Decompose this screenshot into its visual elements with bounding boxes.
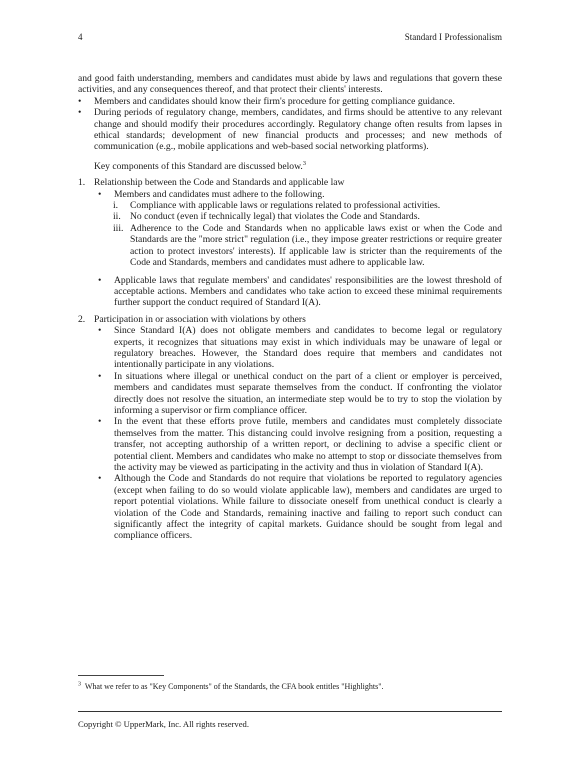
roman-item: [94, 200, 502, 211]
roman-item: [94, 223, 502, 269]
page-number: 4: [78, 32, 83, 42]
roman-item: [94, 211, 502, 222]
roman-item-text: Adherence to the Code and Standards when no applicable laws exist or when the Code and Standards are the "more strict" regulation (i.e., they impose greater restrictions or require greater action to protect investors' interests). If applicable law is stricter than the requirements of the Code and Standards, members and candidates must adhere to applicable law.: [130, 222, 502, 269]
copyright-footer: Copyright © UpperMark, Inc. All rights reserved.: [78, 719, 249, 729]
page-header: [78, 32, 502, 46]
roman-item-text: No conduct (even if technically legal) that violates the Code and Standards.: [130, 211, 420, 223]
standard-label: Standard I: [404, 32, 442, 42]
section-number: 1.: [78, 177, 86, 189]
bullet-item: • During periods of regulatory change, members, candidates, and firms should be attentive to any relevant change and should modify their procedures accordingly. Regulatory change often results from lapses in ethical standards; development of new financial products and processes; and new methods of communication (e.g., mobile applications and web-based social networking platforms).: [78, 107, 502, 153]
section-label: Professionalism: [444, 32, 502, 42]
bullet-item: • Members and candidates must adhere to the following.: [94, 189, 502, 200]
footer-divider: [78, 711, 502, 712]
roman-numeral: iii.: [113, 222, 124, 234]
footnote-divider: [78, 675, 164, 676]
page-body: [78, 73, 502, 542]
intro-text: Key components of this Standard are discussed below.: [94, 160, 303, 172]
section-2: [78, 314, 502, 542]
bullet-item: • Applicable laws that regulate members' and candidates' responsibilities are the lowest threshold of acceptable actions. Members and candidates who take action to exceed these minimal requirements further support the conduct required of Standard I(A).: [94, 275, 502, 309]
section-title: Relationship between the Code and Standards and applicable law: [94, 177, 345, 189]
section-title: Participation in or association with violations by others: [94, 313, 306, 325]
opening-paragraph: and good faith understanding, members and candidates must abide by laws and regulations that govern these activities, and any consequences thereof, and that protect their clients' interests.: [78, 73, 502, 96]
bullet-item: • Members and candidates should know their firm's procedure for getting compliance guidance.: [78, 96, 502, 107]
bullet-item: • In situations where illegal or unethical conduct on the part of a client or employer is perceived, members and candidates must separate themselves from the conduct. If confronting the violator directly does not resolve the situation, an intermediate step would be to try to stop the violation by informing a supervisor or firm compliance officer.: [94, 371, 502, 417]
footnote: [78, 682, 384, 691]
bullet-item: • In the event that these efforts prove futile, members and candidates must completely dissociate themselves from the matter. This distancing could involve resigning from a position, requesting a transfer, not accepting authorship of a written report, or declining to advise a specific client or potential client. Members and candidates who make no attempt to stop or dissociate themselves from the activity may be viewed as participating in the activity and thus in violation of Standard I(A).: [94, 416, 502, 473]
section-1: [78, 177, 502, 308]
footnote-mark: 3: [78, 681, 81, 688]
roman-numeral: ii.: [113, 211, 121, 223]
footnote-text: What we refer to as "Key Components" of the Standards, the CFA book entitles "Highlights".: [84, 682, 384, 691]
roman-numeral: i.: [113, 200, 119, 212]
roman-item-text: Compliance with applicable laws or regulations related to professional activities.: [130, 200, 441, 212]
bullet-item: • Since Standard I(A) does not obligate members and candidates to become legal or regulatory experts, it recognizes that situations may exist in which individuals may be unaware of legal or regulatory breaches. However, the Standard does require that members and candidates not intentionally participate in any violations.: [94, 325, 502, 371]
section-number: 2.: [78, 313, 86, 325]
footnote-reference[interactable]: 3: [302, 159, 307, 167]
bullet-item: • Although the Code and Standards do not require that violations be reported to regulatory agencies (except when failing to do so would violate applicable law), members and candidates are urged to report potential violations. While failure to dissociate oneself from unethical conduct is clearly a violation of the Code and Standards, remaining inactive and failing to report such conduct can significantly affect the integrity of capital markets. Guidance should be sought from legal and compliance officers.: [94, 473, 502, 541]
intro-paragraph: [78, 161, 502, 172]
